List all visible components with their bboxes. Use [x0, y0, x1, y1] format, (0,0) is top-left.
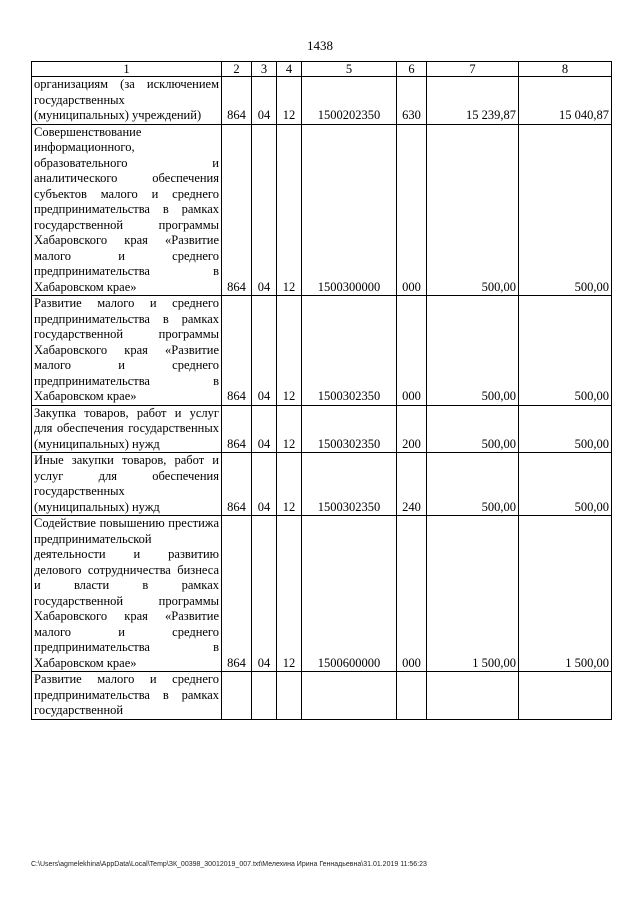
row-name: организациям (за исключением государственных (муниципальных) учреждений): [32, 77, 222, 125]
amount-col8: 500,00: [519, 453, 612, 516]
budget-table: [31, 61, 612, 720]
expense-type-code: 000: [397, 516, 427, 672]
target-article-code: 1500302350: [302, 453, 397, 516]
target-article-code: [302, 672, 397, 720]
ministry-code: 864: [222, 453, 252, 516]
header-row: [32, 62, 612, 77]
row-name: Совершенствование информационного, образовательного и аналитического обеспечения субъектов малого и среднего предпринимательства в рамках государственной программы Хабаровского края «Развитие малого и среднего предпринимательства в Хабаровском крае»: [32, 124, 222, 296]
expense-type-code: 200: [397, 405, 427, 453]
section-code: [252, 672, 277, 720]
ministry-code: 864: [222, 405, 252, 453]
amount-col8: 500,00: [519, 405, 612, 453]
row-name: Иные закупки товаров, работ и услуг для обеспечения государственных (муниципальных) нужд: [32, 453, 222, 516]
ministry-code: 864: [222, 296, 252, 406]
section-code: 04: [252, 453, 277, 516]
subsection-code: 12: [277, 405, 302, 453]
row-name: Закупка товаров, работ и услуг для обеспечения государственных (муниципальных) нужд: [32, 405, 222, 453]
row-name: Развитие малого и среднего предпринимательства в рамках государственной: [32, 672, 222, 720]
table-row: [32, 124, 612, 296]
table-row: [32, 77, 612, 125]
file-path-footer: C:\Users\agmelekhina\AppData\Local\Temp\ЗК_00398_30012019_007.txt\Мелехина Ирина Геннадьевна\31.01.2019 11:56:23: [31, 861, 427, 868]
amount-col7: [427, 672, 519, 720]
subsection-code: 12: [277, 453, 302, 516]
target-article-code: 1500600000: [302, 516, 397, 672]
amount-col8: 1 500,00: [519, 516, 612, 672]
ministry-code: 864: [222, 516, 252, 672]
amount-col7: 500,00: [427, 405, 519, 453]
target-article-code: 1500302350: [302, 405, 397, 453]
page-number: 1438: [307, 38, 333, 53]
expense-type-code: 630: [397, 77, 427, 125]
table-row: [32, 453, 612, 516]
amount-col8: [519, 672, 612, 720]
row-name: Развитие малого и среднего предпринимательства в рамках государственной программы Хабаровского края «Развитие малого и среднего предпринимательства в Хабаровском крае»: [32, 296, 222, 406]
subsection-code: 12: [277, 124, 302, 296]
section-code: 04: [252, 296, 277, 406]
target-article-code: 1500202350: [302, 77, 397, 125]
amount-col7: 15 239,87: [427, 77, 519, 125]
column-header: 5: [302, 62, 397, 77]
row-name: Содействие повышению престижа предпринимательской деятельности и развитию делового сотрудничества бизнеса и власти в рамках государственной программы Хабаровского края «Развитие малого и среднего предпринимательства в Хабаровском крае»: [32, 516, 222, 672]
expense-type-code: [397, 672, 427, 720]
ministry-code: 864: [222, 124, 252, 296]
table-row: [32, 516, 612, 672]
expense-type-code: 000: [397, 296, 427, 406]
target-article-code: 1500302350: [302, 296, 397, 406]
column-header: 8: [519, 62, 612, 77]
section-code: 04: [252, 405, 277, 453]
ministry-code: [222, 672, 252, 720]
subsection-code: 12: [277, 77, 302, 125]
target-article-code: 1500300000: [302, 124, 397, 296]
subsection-code: 12: [277, 296, 302, 406]
column-header: 1: [32, 62, 222, 77]
table-row: [32, 672, 612, 720]
expense-type-code: 240: [397, 453, 427, 516]
section-code: 04: [252, 77, 277, 125]
amount-col7: 500,00: [427, 296, 519, 406]
amount-col8: 15 040,87: [519, 77, 612, 125]
table-row: [32, 405, 612, 453]
section-code: 04: [252, 124, 277, 296]
subsection-code: 12: [277, 516, 302, 672]
column-header: 4: [277, 62, 302, 77]
amount-col7: 1 500,00: [427, 516, 519, 672]
column-header: 3: [252, 62, 277, 77]
expense-type-code: 000: [397, 124, 427, 296]
amount-col8: 500,00: [519, 124, 612, 296]
subsection-code: [277, 672, 302, 720]
section-code: 04: [252, 516, 277, 672]
table-row: [32, 296, 612, 406]
amount-col8: 500,00: [519, 296, 612, 406]
column-header: 7: [427, 62, 519, 77]
ministry-code: 864: [222, 77, 252, 125]
amount-col7: 500,00: [427, 124, 519, 296]
amount-col7: 500,00: [427, 453, 519, 516]
column-header: 2: [222, 62, 252, 77]
column-header: 6: [397, 62, 427, 77]
